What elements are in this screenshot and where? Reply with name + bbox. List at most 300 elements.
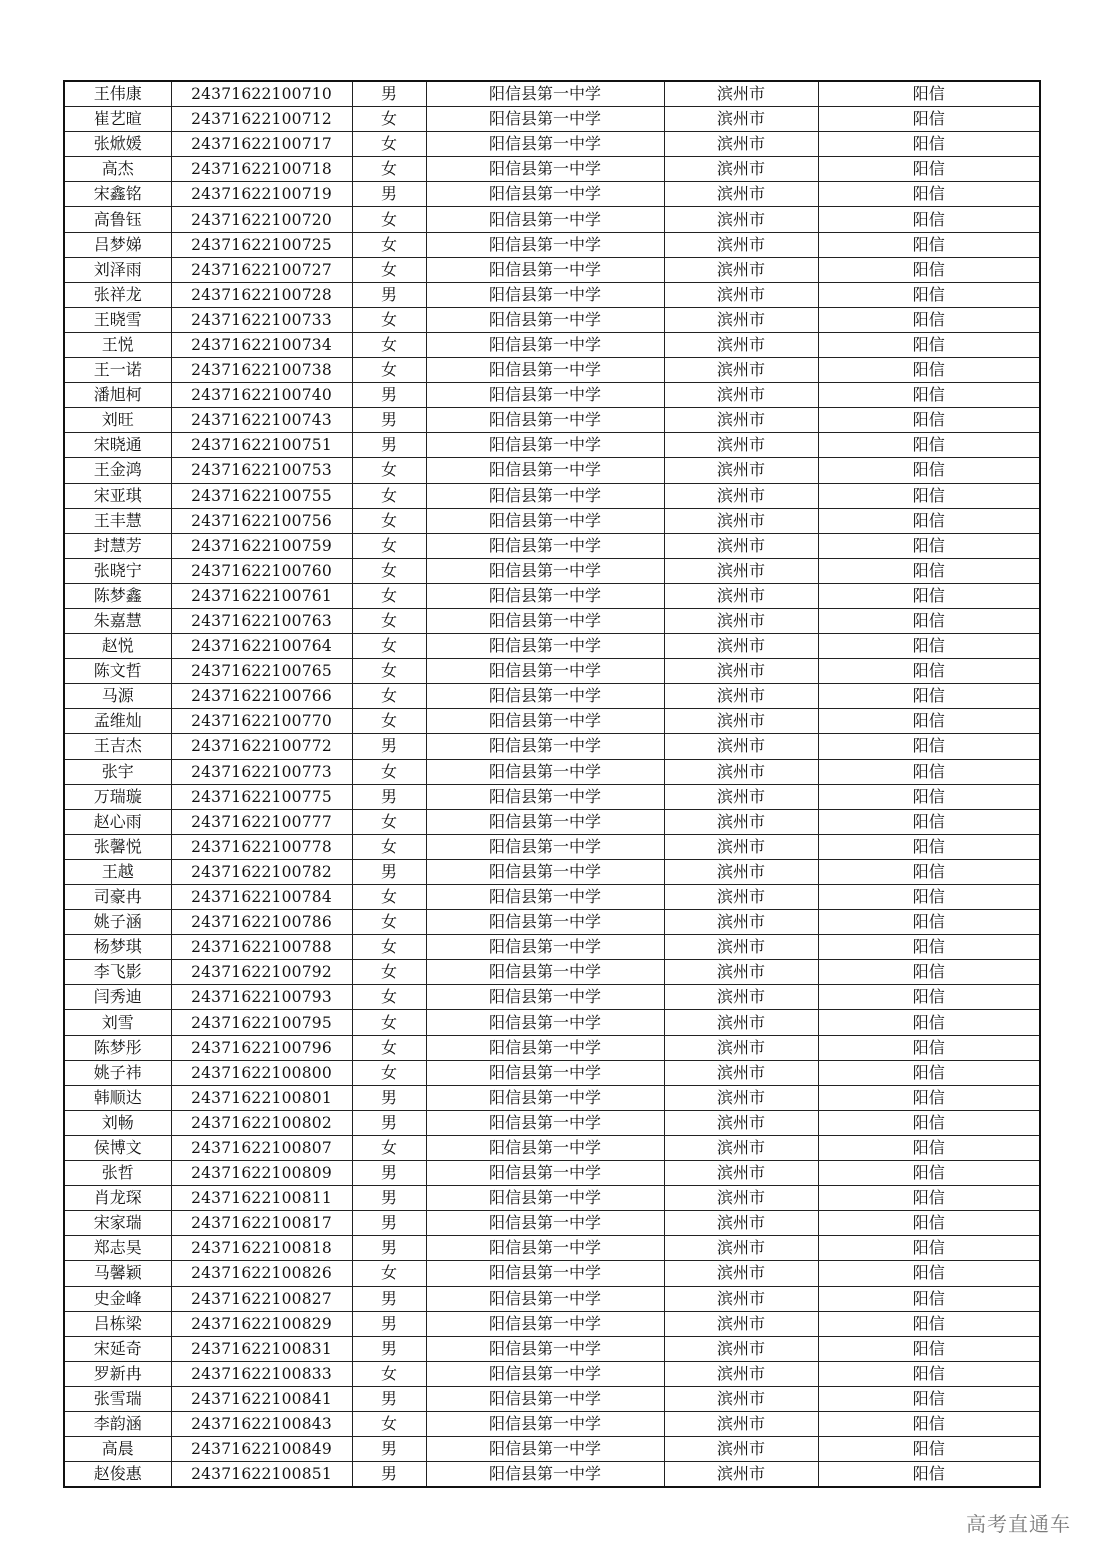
gender-cell: 女 <box>352 1361 426 1386</box>
table-row <box>64 809 1040 834</box>
gender-cell: 女 <box>352 809 426 834</box>
exam-number-cell: 24371622100710 <box>171 81 352 107</box>
gender-cell: 男 <box>352 1386 426 1411</box>
gender-cell: 男 <box>352 282 426 307</box>
gender-cell: 男 <box>352 1462 426 1488</box>
county-cell: 阳信 <box>818 1161 1040 1186</box>
exam-number-cell: 24371622100786 <box>171 910 352 935</box>
county-cell: 阳信 <box>818 1035 1040 1060</box>
city-cell: 滨州市 <box>664 809 818 834</box>
exam-number-cell: 24371622100841 <box>171 1386 352 1411</box>
student-name-cell: 张雪瑞 <box>64 1386 171 1411</box>
table-row <box>64 659 1040 684</box>
gender-cell: 女 <box>352 935 426 960</box>
school-cell: 阳信县第一中学 <box>426 408 664 433</box>
city-cell: 滨州市 <box>664 885 818 910</box>
gender-cell: 男 <box>352 182 426 207</box>
student-name-cell: 宋亚琪 <box>64 483 171 508</box>
gender-cell: 男 <box>352 734 426 759</box>
school-cell: 阳信县第一中学 <box>426 1286 664 1311</box>
school-cell: 阳信县第一中学 <box>426 1060 664 1085</box>
city-cell: 滨州市 <box>664 1462 818 1488</box>
school-cell: 阳信县第一中学 <box>426 809 664 834</box>
exam-number-cell: 24371622100733 <box>171 307 352 332</box>
city-cell: 滨州市 <box>664 1236 818 1261</box>
exam-number-cell: 24371622100851 <box>171 1462 352 1488</box>
city-cell: 滨州市 <box>664 659 818 684</box>
city-cell: 滨州市 <box>664 1386 818 1411</box>
student-name-cell: 吕梦娣 <box>64 232 171 257</box>
city-cell: 滨州市 <box>664 1135 818 1160</box>
student-name-cell: 王吉杰 <box>64 734 171 759</box>
school-cell: 阳信县第一中学 <box>426 784 664 809</box>
gender-cell: 女 <box>352 684 426 709</box>
exam-number-cell: 24371622100772 <box>171 734 352 759</box>
gender-cell: 女 <box>352 533 426 558</box>
table-row <box>64 433 1040 458</box>
table-row <box>64 885 1040 910</box>
table-row <box>64 935 1040 960</box>
county-cell: 阳信 <box>818 1386 1040 1411</box>
student-name-cell: 赵心雨 <box>64 809 171 834</box>
exam-number-cell: 24371622100782 <box>171 859 352 884</box>
exam-number-cell: 24371622100763 <box>171 608 352 633</box>
gender-cell: 男 <box>352 1161 426 1186</box>
table-row <box>64 207 1040 232</box>
school-cell: 阳信县第一中学 <box>426 1411 664 1436</box>
student-name-cell: 高晨 <box>64 1437 171 1462</box>
table-row <box>64 1361 1040 1386</box>
exam-number-cell: 24371622100761 <box>171 583 352 608</box>
exam-number-cell: 24371622100827 <box>171 1286 352 1311</box>
student-name-cell: 潘旭柯 <box>64 383 171 408</box>
city-cell: 滨州市 <box>664 784 818 809</box>
student-name-cell: 刘畅 <box>64 1110 171 1135</box>
table-row <box>64 182 1040 207</box>
exam-number-cell: 24371622100788 <box>171 935 352 960</box>
student-name-cell: 宋家瑞 <box>64 1211 171 1236</box>
table-row <box>64 1135 1040 1160</box>
city-cell: 滨州市 <box>664 634 818 659</box>
student-name-cell: 王伟康 <box>64 81 171 107</box>
county-cell: 阳信 <box>818 1236 1040 1261</box>
gender-cell: 男 <box>352 81 426 107</box>
table-row <box>64 709 1040 734</box>
table-row <box>64 1010 1040 1035</box>
exam-number-cell: 24371622100829 <box>171 1311 352 1336</box>
school-cell: 阳信县第一中学 <box>426 1336 664 1361</box>
student-name-cell: 张宇 <box>64 759 171 784</box>
exam-number-cell: 24371622100818 <box>171 1236 352 1261</box>
school-cell: 阳信县第一中学 <box>426 1035 664 1060</box>
county-cell: 阳信 <box>818 809 1040 834</box>
table-row <box>64 1060 1040 1085</box>
school-cell: 阳信县第一中学 <box>426 1135 664 1160</box>
county-cell: 阳信 <box>818 182 1040 207</box>
student-name-cell: 赵俊惠 <box>64 1462 171 1488</box>
county-cell: 阳信 <box>818 1060 1040 1085</box>
table-row <box>64 1085 1040 1110</box>
school-cell: 阳信县第一中学 <box>426 282 664 307</box>
city-cell: 滨州市 <box>664 608 818 633</box>
exam-number-cell: 24371622100743 <box>171 408 352 433</box>
exam-number-cell: 24371622100760 <box>171 558 352 583</box>
exam-number-cell: 24371622100720 <box>171 207 352 232</box>
student-name-cell: 侯博文 <box>64 1135 171 1160</box>
gender-cell: 男 <box>352 1336 426 1361</box>
exam-number-cell: 24371622100756 <box>171 508 352 533</box>
student-name-cell: 杨梦琪 <box>64 935 171 960</box>
city-cell: 滨州市 <box>664 1261 818 1286</box>
student-name-cell: 张焮媛 <box>64 132 171 157</box>
table-row <box>64 985 1040 1010</box>
table-row <box>64 684 1040 709</box>
gender-cell: 女 <box>352 634 426 659</box>
exam-number-cell: 24371622100777 <box>171 809 352 834</box>
exam-number-cell: 24371622100725 <box>171 232 352 257</box>
table-row <box>64 1336 1040 1361</box>
county-cell: 阳信 <box>818 533 1040 558</box>
city-cell: 滨州市 <box>664 709 818 734</box>
table-row <box>64 257 1040 282</box>
school-cell: 阳信县第一中学 <box>426 1462 664 1488</box>
school-cell: 阳信县第一中学 <box>426 533 664 558</box>
city-cell: 滨州市 <box>664 257 818 282</box>
county-cell: 阳信 <box>818 734 1040 759</box>
city-cell: 滨州市 <box>664 107 818 132</box>
city-cell: 滨州市 <box>664 1336 818 1361</box>
gender-cell: 女 <box>352 1060 426 1085</box>
county-cell: 阳信 <box>818 1261 1040 1286</box>
gender-cell: 女 <box>352 307 426 332</box>
table-row <box>64 1161 1040 1186</box>
student-name-cell: 李飞影 <box>64 960 171 985</box>
gender-cell: 男 <box>352 1211 426 1236</box>
table-row <box>64 232 1040 257</box>
school-cell: 阳信县第一中学 <box>426 1161 664 1186</box>
student-name-cell: 王一诺 <box>64 358 171 383</box>
city-cell: 滨州市 <box>664 282 818 307</box>
city-cell: 滨州市 <box>664 508 818 533</box>
school-cell: 阳信县第一中学 <box>426 1361 664 1386</box>
school-cell: 阳信县第一中学 <box>426 182 664 207</box>
gender-cell: 女 <box>352 483 426 508</box>
school-cell: 阳信县第一中学 <box>426 1211 664 1236</box>
gender-cell: 男 <box>352 408 426 433</box>
city-cell: 滨州市 <box>664 483 818 508</box>
student-name-cell: 罗新冉 <box>64 1361 171 1386</box>
table-row <box>64 307 1040 332</box>
school-cell: 阳信县第一中学 <box>426 1261 664 1286</box>
exam-number-cell: 24371622100727 <box>171 257 352 282</box>
city-cell: 滨州市 <box>664 307 818 332</box>
roster-table <box>63 80 1041 1488</box>
table-row <box>64 1462 1040 1488</box>
school-cell: 阳信县第一中学 <box>426 332 664 357</box>
table-row <box>64 1110 1040 1135</box>
county-cell: 阳信 <box>818 1437 1040 1462</box>
city-cell: 滨州市 <box>664 1010 818 1035</box>
student-name-cell: 闫秀迪 <box>64 985 171 1010</box>
school-cell: 阳信县第一中学 <box>426 1386 664 1411</box>
school-cell: 阳信县第一中学 <box>426 257 664 282</box>
city-cell: 滨州市 <box>664 332 818 357</box>
gender-cell: 女 <box>352 157 426 182</box>
exam-number-cell: 24371622100773 <box>171 759 352 784</box>
gender-cell: 女 <box>352 608 426 633</box>
county-cell: 阳信 <box>818 1110 1040 1135</box>
student-name-cell: 王丰慧 <box>64 508 171 533</box>
county-cell: 阳信 <box>818 508 1040 533</box>
city-cell: 滨州市 <box>664 1437 818 1462</box>
table-row <box>64 508 1040 533</box>
table-row <box>64 1286 1040 1311</box>
county-cell: 阳信 <box>818 107 1040 132</box>
county-cell: 阳信 <box>818 483 1040 508</box>
table-row <box>64 332 1040 357</box>
exam-number-cell: 24371622100738 <box>171 358 352 383</box>
county-cell: 阳信 <box>818 910 1040 935</box>
city-cell: 滨州市 <box>664 207 818 232</box>
student-name-cell: 郑志昊 <box>64 1236 171 1261</box>
gender-cell: 男 <box>352 1311 426 1336</box>
school-cell: 阳信县第一中学 <box>426 232 664 257</box>
gender-cell: 女 <box>352 458 426 483</box>
student-name-cell: 陈文哲 <box>64 659 171 684</box>
student-name-cell: 王晓雪 <box>64 307 171 332</box>
county-cell: 阳信 <box>818 433 1040 458</box>
school-cell: 阳信县第一中学 <box>426 1110 664 1135</box>
school-cell: 阳信县第一中学 <box>426 634 664 659</box>
exam-number-cell: 24371622100807 <box>171 1135 352 1160</box>
student-name-cell: 崔艺暄 <box>64 107 171 132</box>
county-cell: 阳信 <box>818 1085 1040 1110</box>
exam-number-cell: 24371622100719 <box>171 182 352 207</box>
table-row <box>64 1236 1040 1261</box>
exam-number-cell: 24371622100728 <box>171 282 352 307</box>
county-cell: 阳信 <box>818 1361 1040 1386</box>
school-cell: 阳信县第一中学 <box>426 1311 664 1336</box>
exam-number-cell: 24371622100755 <box>171 483 352 508</box>
exam-number-cell: 24371622100740 <box>171 383 352 408</box>
county-cell: 阳信 <box>818 1286 1040 1311</box>
city-cell: 滨州市 <box>664 408 818 433</box>
gender-cell: 女 <box>352 508 426 533</box>
county-cell: 阳信 <box>818 1336 1040 1361</box>
table-row <box>64 859 1040 884</box>
school-cell: 阳信县第一中学 <box>426 383 664 408</box>
gender-cell: 男 <box>352 859 426 884</box>
county-cell: 阳信 <box>818 157 1040 182</box>
gender-cell: 男 <box>352 784 426 809</box>
school-cell: 阳信县第一中学 <box>426 157 664 182</box>
county-cell: 阳信 <box>818 834 1040 859</box>
student-name-cell: 宋延奇 <box>64 1336 171 1361</box>
student-name-cell: 王金鸿 <box>64 458 171 483</box>
county-cell: 阳信 <box>818 885 1040 910</box>
gender-cell: 男 <box>352 433 426 458</box>
city-cell: 滨州市 <box>664 1060 818 1085</box>
county-cell: 阳信 <box>818 282 1040 307</box>
school-cell: 阳信县第一中学 <box>426 910 664 935</box>
school-cell: 阳信县第一中学 <box>426 1085 664 1110</box>
school-cell: 阳信县第一中学 <box>426 508 664 533</box>
school-cell: 阳信县第一中学 <box>426 885 664 910</box>
student-name-cell: 封慧芳 <box>64 533 171 558</box>
table-row <box>64 834 1040 859</box>
student-name-cell: 张馨悦 <box>64 834 171 859</box>
gender-cell: 女 <box>352 558 426 583</box>
city-cell: 滨州市 <box>664 834 818 859</box>
exam-number-cell: 24371622100765 <box>171 659 352 684</box>
table-row <box>64 583 1040 608</box>
table-row <box>64 408 1040 433</box>
student-name-cell: 姚子涵 <box>64 910 171 935</box>
gender-cell: 女 <box>352 759 426 784</box>
city-cell: 滨州市 <box>664 433 818 458</box>
county-cell: 阳信 <box>818 408 1040 433</box>
table-row <box>64 1035 1040 1060</box>
school-cell: 阳信县第一中学 <box>426 935 664 960</box>
city-cell: 滨州市 <box>664 985 818 1010</box>
gender-cell: 女 <box>352 257 426 282</box>
county-cell: 阳信 <box>818 1311 1040 1336</box>
school-cell: 阳信县第一中学 <box>426 734 664 759</box>
county-cell: 阳信 <box>818 1186 1040 1211</box>
student-name-cell: 陈梦鑫 <box>64 583 171 608</box>
school-cell: 阳信县第一中学 <box>426 1236 664 1261</box>
city-cell: 滨州市 <box>664 358 818 383</box>
student-name-cell: 马源 <box>64 684 171 709</box>
school-cell: 阳信县第一中学 <box>426 684 664 709</box>
school-cell: 阳信县第一中学 <box>426 608 664 633</box>
table-row <box>64 1411 1040 1436</box>
student-name-cell: 宋鑫铭 <box>64 182 171 207</box>
county-cell: 阳信 <box>818 784 1040 809</box>
school-cell: 阳信县第一中学 <box>426 558 664 583</box>
city-cell: 滨州市 <box>664 583 818 608</box>
exam-number-cell: 24371622100751 <box>171 433 352 458</box>
exam-number-cell: 24371622100802 <box>171 1110 352 1135</box>
county-cell: 阳信 <box>818 583 1040 608</box>
gender-cell: 女 <box>352 1261 426 1286</box>
exam-number-cell: 24371622100712 <box>171 107 352 132</box>
exam-number-cell: 24371622100843 <box>171 1411 352 1436</box>
student-name-cell: 刘旺 <box>64 408 171 433</box>
student-name-cell: 张晓宁 <box>64 558 171 583</box>
gender-cell: 男 <box>352 1110 426 1135</box>
student-name-cell: 王悦 <box>64 332 171 357</box>
school-cell: 阳信县第一中学 <box>426 358 664 383</box>
student-name-cell: 张祥龙 <box>64 282 171 307</box>
roster-table-body <box>64 81 1040 1487</box>
gender-cell: 女 <box>352 1135 426 1160</box>
exam-number-cell: 24371622100778 <box>171 834 352 859</box>
county-cell: 阳信 <box>818 81 1040 107</box>
city-cell: 滨州市 <box>664 910 818 935</box>
exam-number-cell: 24371622100717 <box>171 132 352 157</box>
gender-cell: 女 <box>352 960 426 985</box>
gender-cell: 女 <box>352 332 426 357</box>
county-cell: 阳信 <box>818 1135 1040 1160</box>
county-cell: 阳信 <box>818 684 1040 709</box>
city-cell: 滨州市 <box>664 935 818 960</box>
school-cell: 阳信县第一中学 <box>426 759 664 784</box>
table-row <box>64 81 1040 107</box>
county-cell: 阳信 <box>818 1010 1040 1035</box>
gender-cell: 女 <box>352 659 426 684</box>
gender-cell: 女 <box>352 207 426 232</box>
exam-number-cell: 24371622100770 <box>171 709 352 734</box>
exam-number-cell: 24371622100826 <box>171 1261 352 1286</box>
exam-number-cell: 24371622100764 <box>171 634 352 659</box>
student-name-cell: 高杰 <box>64 157 171 182</box>
table-row <box>64 734 1040 759</box>
school-cell: 阳信县第一中学 <box>426 433 664 458</box>
school-cell: 阳信县第一中学 <box>426 859 664 884</box>
city-cell: 滨州市 <box>664 1035 818 1060</box>
table-row <box>64 1211 1040 1236</box>
table-row <box>64 1186 1040 1211</box>
school-cell: 阳信县第一中学 <box>426 458 664 483</box>
gender-cell: 女 <box>352 232 426 257</box>
gender-cell: 女 <box>352 1411 426 1436</box>
exam-number-cell: 24371622100718 <box>171 157 352 182</box>
county-cell: 阳信 <box>818 859 1040 884</box>
county-cell: 阳信 <box>818 307 1040 332</box>
school-cell: 阳信县第一中学 <box>426 107 664 132</box>
table-row <box>64 458 1040 483</box>
gender-cell: 女 <box>352 583 426 608</box>
city-cell: 滨州市 <box>664 1361 818 1386</box>
exam-number-cell: 24371622100800 <box>171 1060 352 1085</box>
table-row <box>64 282 1040 307</box>
gender-cell: 女 <box>352 132 426 157</box>
city-cell: 滨州市 <box>664 1085 818 1110</box>
county-cell: 阳信 <box>818 1411 1040 1436</box>
table-row <box>64 1311 1040 1336</box>
city-cell: 滨州市 <box>664 759 818 784</box>
city-cell: 滨州市 <box>664 1211 818 1236</box>
city-cell: 滨州市 <box>664 132 818 157</box>
table-row <box>64 759 1040 784</box>
student-name-cell: 宋晓通 <box>64 433 171 458</box>
gender-cell: 女 <box>352 834 426 859</box>
city-cell: 滨州市 <box>664 458 818 483</box>
city-cell: 滨州市 <box>664 684 818 709</box>
student-name-cell: 王越 <box>64 859 171 884</box>
student-name-cell: 高鲁钰 <box>64 207 171 232</box>
school-cell: 阳信县第一中学 <box>426 1186 664 1211</box>
county-cell: 阳信 <box>818 458 1040 483</box>
exam-number-cell: 24371622100793 <box>171 985 352 1010</box>
student-name-cell: 刘雪 <box>64 1010 171 1035</box>
table-row <box>64 634 1040 659</box>
city-cell: 滨州市 <box>664 182 818 207</box>
gender-cell: 男 <box>352 383 426 408</box>
gender-cell: 女 <box>352 910 426 935</box>
county-cell: 阳信 <box>818 257 1040 282</box>
exam-number-cell: 24371622100784 <box>171 885 352 910</box>
county-cell: 阳信 <box>818 935 1040 960</box>
city-cell: 滨州市 <box>664 533 818 558</box>
school-cell: 阳信县第一中学 <box>426 1010 664 1035</box>
student-name-cell: 朱嘉慧 <box>64 608 171 633</box>
gender-cell: 男 <box>352 1437 426 1462</box>
county-cell: 阳信 <box>818 709 1040 734</box>
student-name-cell: 史金峰 <box>64 1286 171 1311</box>
school-cell: 阳信县第一中学 <box>426 483 664 508</box>
